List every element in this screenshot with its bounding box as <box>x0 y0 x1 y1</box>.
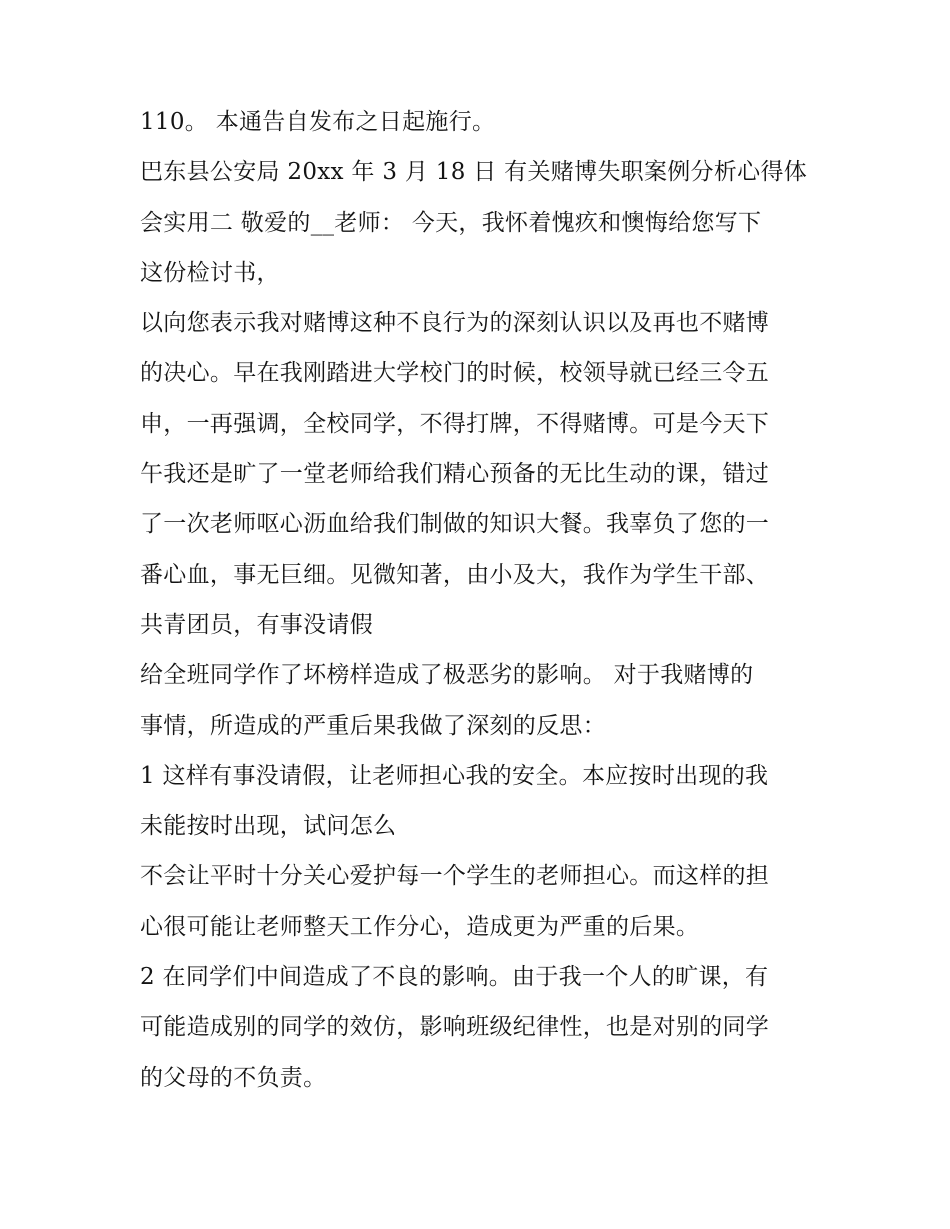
text-line-1: 110。 本通告自发布之日起施行。 <box>140 109 496 135</box>
text-line-15: 未能按时出现，试问怎么 <box>140 813 397 840</box>
text-line-5: 以向您表示我对赌博这种不良行为的深刻认识以及再也不赌博 <box>140 310 770 337</box>
text-line-10: 番心血，事无巨细。见微知著，由小及大，我作为学生干部、 <box>140 561 770 588</box>
text-line-18: 2 在同学们中间造成了不良的影响。由于我一个人的旷课，有 <box>140 964 769 991</box>
text-line-19: 可能造成别的同学的效仿，影响班级纪律性，也是对别的同学 <box>140 1014 770 1041</box>
text-line-3: 会实用二 敬爱的__老师： 今天，我怀着愧疚和懊悔给您写下 <box>140 209 762 236</box>
text-line-12: 给全班同学作了坏榜样造成了极恶劣的影响。 对于我赌博的 <box>140 662 754 689</box>
text-line-11: 共青团员，有事没请假 <box>140 611 373 638</box>
text-line-9: 了一次老师呕心沥血给我们制做的知识大餐。我辜负了您的一 <box>140 511 770 538</box>
text-line-2: 巴东县公安局 20xx 年 3 月 18 日 有关赌博失职案例分析心得体 <box>140 159 808 186</box>
text-line-6: 的决心。早在我刚踏进大学校门的时候，校领导就已经三令五 <box>140 360 770 387</box>
text-line-7: 申，一再强调，全校同学，不得打牌，不得赌博。可是今天下 <box>140 410 770 437</box>
text-line-20: 的父母的不负责。 <box>140 1064 327 1091</box>
text-line-13: 事情，所造成的严重后果我做了深刻的反思： <box>140 712 606 739</box>
text-line-4: 这份检讨书， <box>140 259 280 286</box>
text-line-8: 午我还是旷了一堂老师给我们精心预备的无比生动的课，错过 <box>140 461 770 488</box>
text-line-16: 不会让平时十分关心爱护每一个学生的老师担心。而这样的担 <box>140 863 770 890</box>
text-line-14: 1 这样有事没请假，让老师担心我的安全。本应按时出现的我 <box>140 762 769 789</box>
text-line-17: 心很可能让老师整天工作分心，造成更为严重的后果。 <box>140 913 700 940</box>
